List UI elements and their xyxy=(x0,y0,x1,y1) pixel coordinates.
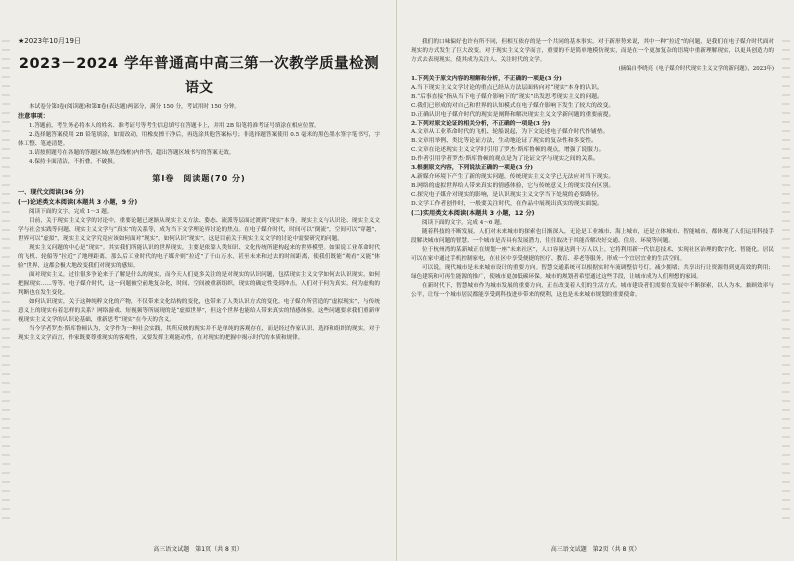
question-option: A.当下现实主义文学讨论的重点已经从方法层面转向对“现实”本身的认识。 xyxy=(411,84,603,91)
question-option: D.文学工作者创作时，一般要关注时代，在作品中展现出真实的现实面貌。 xyxy=(411,200,603,207)
reading-instruction: 阅读下面的文字，完成 4～6 题。 xyxy=(422,219,506,226)
question-option: A.文章从工业革命时代的飞机、轮船说起，为下文论述电子媒介时代作铺垫。 xyxy=(411,129,609,136)
page-footer: 高三语文试题 第1页（共 8 页） xyxy=(153,546,243,553)
question-option: B.“后事直接”指从当下电子媒介影响下的“现实”出发思考现实主义的问题。 xyxy=(411,93,603,100)
passage-paragraph: 可以说，现代城市是未来城市设计的重要方向。智慧交通系统可以根据实时车流调整信号灯，减少拥堵；共享出行让资源得到更高效的利用；绿色建筑和可再生能源的推广，使城市更加低碳环保。城市的规划者希望通过这些手段，让城市成为人们理想的家园。 xyxy=(411,264,774,280)
page-footer: 高三语文试题 第2页（共 8 页） xyxy=(550,546,641,553)
question-stem: 1.下列关于原文内容的理解和分析，不正确的一项是(3 分) xyxy=(411,76,562,82)
question-option: D.正确认识电子媒介时代的现实是阐释和解决现实主义文学新问题的重要前提。 xyxy=(411,111,615,118)
subsection-heading: (二)实用类文本阅读(本题共 3 小题，12 分) xyxy=(411,209,535,217)
part-1-heading: 第Ⅰ卷 阅读题(70 分) xyxy=(152,174,246,183)
bleed-through-marks xyxy=(2,40,10,520)
passage-paragraph: 现实主义问题的中心是“现实”。其实我们所能认识的世界现实，主要是依靠人类知识、文化传统所建构起来的世界模型。如果说工业革命时代的飞机、轮船等“拉近”了地理距离，那么后工业时代的电子媒介则“拉近”了千山万水，甚至未来和过去的时间距离，使我们既能“观看”又能“体验”世界，这都会极大地改变我们对现实的感知。 xyxy=(18,245,380,269)
reading-instruction: 阅读下面的文字，完成 1～3 题。 xyxy=(29,209,113,215)
subsection-heading: (一)论述类文本阅读(本题共 3 小题，9 分) xyxy=(18,199,138,206)
question-option: B.网络的虚拟世界给人带来真实的情感体验，它与传统意义上的现实没有区别。 xyxy=(411,182,615,189)
bleed-through-marks xyxy=(782,40,790,520)
question-stem: 2.下列对原文论证的相关分析，不正确的一项是(3 分) xyxy=(411,120,551,127)
question-option: B.文章用举例、类比等论证方法，生动地论证了现实的复杂性和多变性。 xyxy=(411,138,597,145)
passage-source: (摘编自李晓亮《电子媒介时代现实主义文学的新问题》，2023年) xyxy=(618,66,774,72)
subject-title: 语文 xyxy=(185,80,213,96)
section-heading: 一、现代文阅读(36 分) xyxy=(18,189,84,196)
note-item: 3.请按照题号在各题的答题区域(黑色线框)内作答，超出答题区域书写的答案无效。 xyxy=(29,150,235,156)
note-item: 1.答题前，考生务必将本人的姓名、准考证号等考生信息填写在答题卡上，并用 2B 铅笔将准考证号填涂在相应位置。 xyxy=(29,123,320,129)
exam-date: ★2023年10月19日 xyxy=(18,37,81,45)
passage-paragraph: 面对现实主义，过往很多争论来于了解是什么的现实，而今天人们更多关注的是对现实的认识问题，包括现实主义文学如何去认识现实，如何把握现实……等等。电子媒介时代，这一问题被空前地复杂化，时间、空间被重新组织，现实的确定性受到冲击，人们对于何为真实、何为虚构的判断也在发生变化。 xyxy=(18,272,380,296)
question-option: D.作者引用学者罗杰·斯库鲁顿的观点是为了论证文学与现实之间的关系。 xyxy=(411,156,599,163)
exam-intro: 本试卷分第Ⅰ卷(阅读题)和第Ⅱ卷(表达题)两部分，满分 150 分，考试用时 150 分钟。 xyxy=(29,104,241,110)
note-item: 2.选择题答案使用 2B 铅笔填涂，如需改动，用橡皮擦干净后，再选涂其他答案标号；非选择题答案使用 0.5 毫米的黑色墨水签字笔书写，字体工整、笔迹清楚。 xyxy=(18,132,380,147)
passage-paragraph: 位于杭州湾的某新城正在规划一座“未来社区”，人口容量达到十万人以上。它将利用新一代信息技术，实现社区治理的数字化、智能化。居民可以在家中通过手机控制家电，在社区中享受便捷的医疗、教育、养老等服务，形成一个宜居宜业的生活空间。 xyxy=(411,246,774,262)
page-2 xyxy=(397,0,794,561)
passage-paragraph: 在新时代下，智慧城市作为城市发展的重要方向，正在改变着人们的生活方式。城市建设者们需要在发展中不断探索，以人为本，兼顾效率与公平，让每一个城市居民都能享受到科技进步带来的便利，这也是未来城市规划的重要使命。 xyxy=(411,282,774,298)
question-stem: 3.根据原文内容，下列说法正确的一项是(3 分) xyxy=(411,165,533,172)
passage-paragraph: 目前，关于现实主义文学的讨论中，重要论题已逐渐从现实主义方法、姿态、流派等层面过渡到“现实”本身。现实主义与认识论、现实主义文学与社会实践等问题，现实主义文学与“真实”的关系等，成为当下文学理论界讨论的焦点。在电子媒介时代，时间可以“倒流”，空间可以“穿越”，世界可以“虚拟”，现实主义文学究竟应该如何面对“现实”，如何认识“现实”，这是目前关于现实主义文学的讨论中需要研究的问题。 xyxy=(18,218,380,242)
question-option: C.我们已形成的对自己和世界的认知模式在电子媒介影响下发生了较大的改变。 xyxy=(411,102,615,109)
passage-paragraph: 如何认识现实，关于这种纯粹文化的产物，不仅带来文化结构的变化，也带来了人类认识方式的变化。电子媒介所营造的“虚拟现实”，与传统意义上的现实有着怎样的关系？网络游戏、短视频等所展现的是“虚拟世界”，但这个世界也能给人带来真实的情感体验。这些问题要求我们重新审视现实主义文学的认识论基础，重新思考“现实”在今天的含义。 xyxy=(18,299,380,323)
notes-title: 注意事项： xyxy=(18,113,49,120)
passage-paragraph: 我们的口味偏好也许有所不同，但相互依存的是一个共同的基本事实。对于新形势来说，其中一种“拉近”的问题，是我们在电子媒介时代面对现实的方式发生了巨大改变。对于现实主义文学而言，重要的不是简单地模仿现实，而是在一个更加复杂的语境中重新理解现实，以更具创造力的方式去表现现实，使其成为关注人、关注时代的文学。 xyxy=(411,39,774,63)
question-option: C.文章在论述现实主义文学时引用了罗杰·斯库鲁顿的观点，增强了说服力。 xyxy=(411,147,605,154)
question-option: A.新媒介环境下产生了新的现实问题，传统现实主义文学已无法应对当下现实。 xyxy=(411,173,615,180)
passage-paragraph: 随着科技的不断发展，人们对未来城市的探索也日渐深入，无论是工业城市、海上城市，还是立体城市、智能城市，都体现了人们运用科技手段解决城市问题的智慧。一个城市是否具有发展潜力，往往取决于其能否解决好交通、住房、环境等问题。 xyxy=(411,228,774,244)
passage-paragraph: 当今学者罗杰·斯库鲁顿认为，文学作为一种社会实践，其所反映的现实并不是单纯的客观存在，而是经过作家认识、选择和组织的现实。对于现实主义文学而言，作家既要尊重现实的客观性，又要发挥主观能动性，在对现实的把握中揭示时代的本质和规律。 xyxy=(18,326,380,341)
note-item: 4.保持卡面清洁，不折叠，不破损。 xyxy=(29,159,119,165)
exam-title: 2023－2024 学年普通高中高三第一次教学质量检测 xyxy=(18,56,380,72)
question-option: C.探究电子媒介对现实的影响，是认识现实主义文学当下处境的必要路径。 xyxy=(411,191,603,198)
